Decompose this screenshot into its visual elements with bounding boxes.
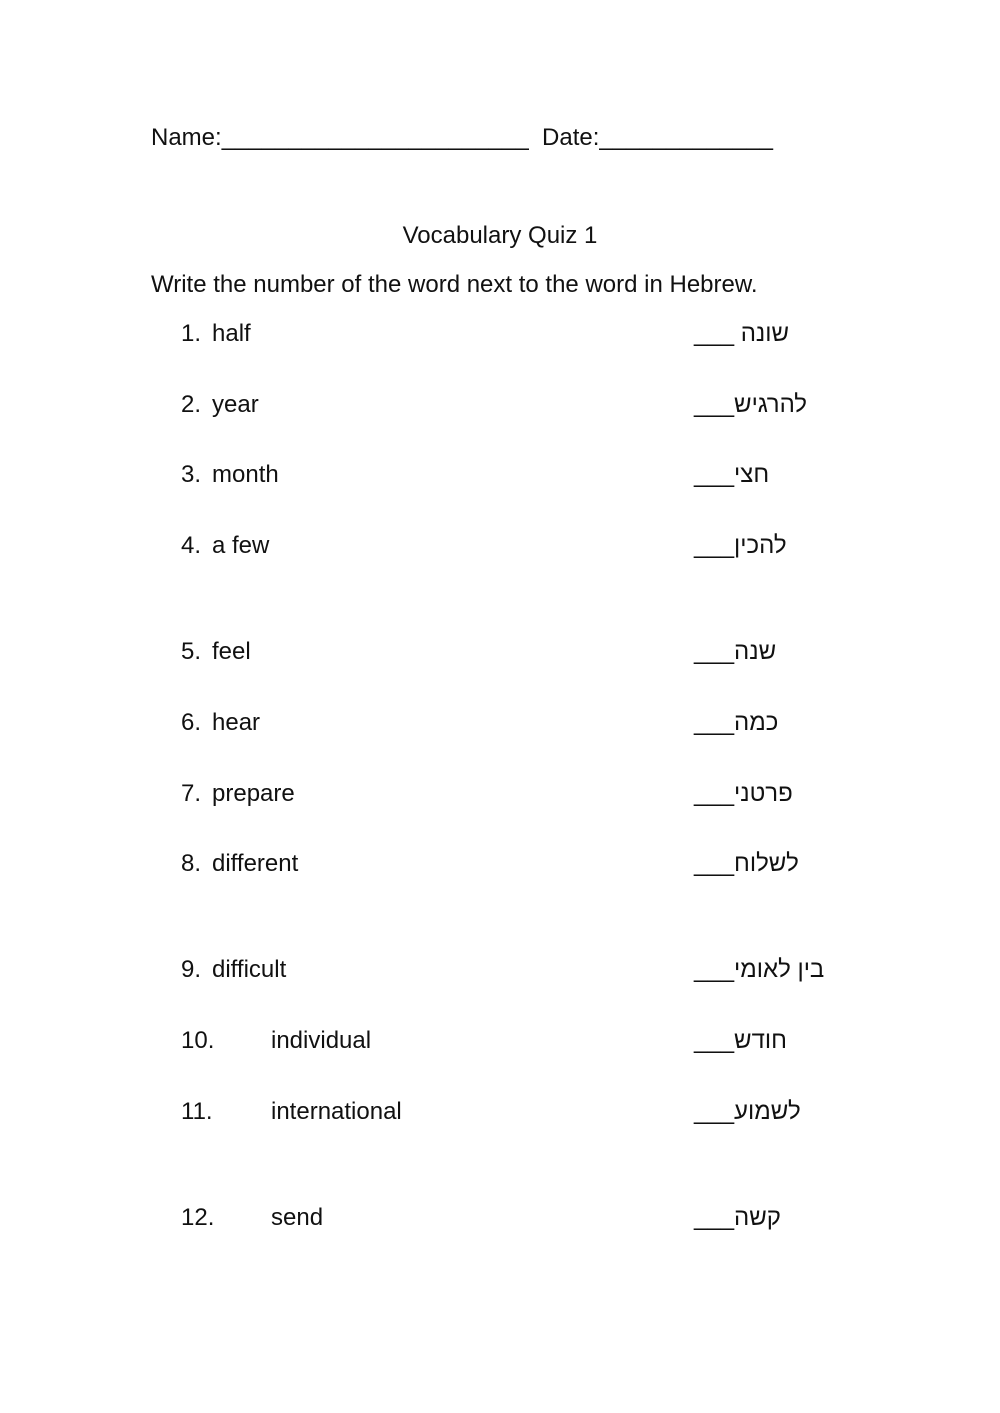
item-hebrew-answer — [694, 390, 807, 420]
item-hebrew-answer — [694, 955, 824, 985]
item-number: 1. — [181, 320, 202, 347]
item-hebrew-word: להרגיש — [734, 391, 808, 418]
item-english-word: hear — [212, 709, 261, 736]
answer-blank[interactable]: ___ — [694, 1204, 735, 1231]
item-number: 7. — [181, 780, 202, 807]
item-hebrew-word: כמה — [734, 709, 779, 736]
item-english-word: year — [212, 391, 259, 418]
item-hebrew-word: פרטני — [734, 780, 793, 807]
answer-blank[interactable]: ___ — [694, 638, 735, 665]
date-field[interactable]: _____________ — [599, 124, 773, 151]
name-field[interactable]: _______________________ — [221, 124, 529, 151]
item-hebrew-answer — [694, 1026, 787, 1056]
item-english-word: half — [212, 320, 251, 347]
item-hebrew-word: שנה — [734, 638, 777, 665]
item-english-word: send — [271, 1204, 324, 1231]
item-hebrew-answer — [694, 531, 787, 561]
item-hebrew-answer — [694, 779, 793, 809]
answer-blank[interactable]: ___ — [694, 1098, 735, 1125]
item-english-word: international — [271, 1098, 402, 1125]
item-hebrew-word: קשה — [734, 1204, 781, 1231]
item-hebrew-word: לשמוע — [734, 1098, 801, 1125]
item-hebrew-answer — [694, 319, 789, 349]
answer-blank[interactable]: ___ — [694, 850, 735, 877]
item-hebrew-word: לשלוח — [734, 850, 799, 877]
answer-blank[interactable]: ___ — [694, 320, 735, 347]
item-hebrew-word: בין לאומי — [734, 956, 825, 983]
item-hebrew-word: להכין — [734, 532, 787, 559]
item-hebrew-answer — [694, 637, 776, 667]
item-hebrew-answer — [694, 1203, 781, 1233]
date-label: Date: — [542, 124, 600, 151]
item-english-word: month — [212, 461, 279, 488]
item-hebrew-word: שונה — [740, 320, 790, 347]
item-number: 4. — [181, 532, 202, 559]
answer-blank[interactable]: ___ — [694, 780, 735, 807]
answer-blank[interactable]: ___ — [694, 709, 735, 736]
answer-blank[interactable]: ___ — [694, 391, 735, 418]
answer-blank[interactable]: ___ — [694, 956, 735, 983]
item-number: 8. — [181, 850, 202, 877]
item-number: 2. — [181, 391, 202, 418]
item-hebrew-answer — [694, 708, 778, 738]
name-date-header — [151, 123, 773, 153]
item-english-word: prepare — [212, 780, 295, 807]
item-hebrew-answer — [694, 460, 769, 490]
item-number: 6. — [181, 709, 202, 736]
item-english-word: different — [212, 850, 299, 877]
answer-blank[interactable]: ___ — [694, 461, 735, 488]
item-english-word: difficult — [212, 956, 287, 983]
item-english-word: a few — [212, 532, 270, 559]
item-number: 9. — [181, 956, 202, 983]
name-label: Name: — [151, 124, 222, 151]
item-number: 11. — [181, 1098, 213, 1125]
item-english-word: feel — [212, 638, 251, 665]
answer-blank[interactable]: ___ — [694, 532, 735, 559]
item-english-word: individual — [271, 1027, 372, 1054]
item-number: 12. — [181, 1204, 215, 1231]
item-number: 3. — [181, 461, 202, 488]
item-hebrew-word: חודש — [734, 1027, 787, 1054]
item-number: 5. — [181, 638, 202, 665]
instructions: Write the number of the word next to the word in Hebrew. — [151, 271, 758, 298]
item-number: 10. — [181, 1027, 215, 1054]
item-hebrew-answer — [694, 849, 799, 879]
answer-blank[interactable]: ___ — [694, 1027, 735, 1054]
item-hebrew-word: חצי — [734, 461, 770, 488]
item-hebrew-answer — [694, 1097, 801, 1127]
page-title: Vocabulary Quiz 1 — [402, 222, 598, 249]
